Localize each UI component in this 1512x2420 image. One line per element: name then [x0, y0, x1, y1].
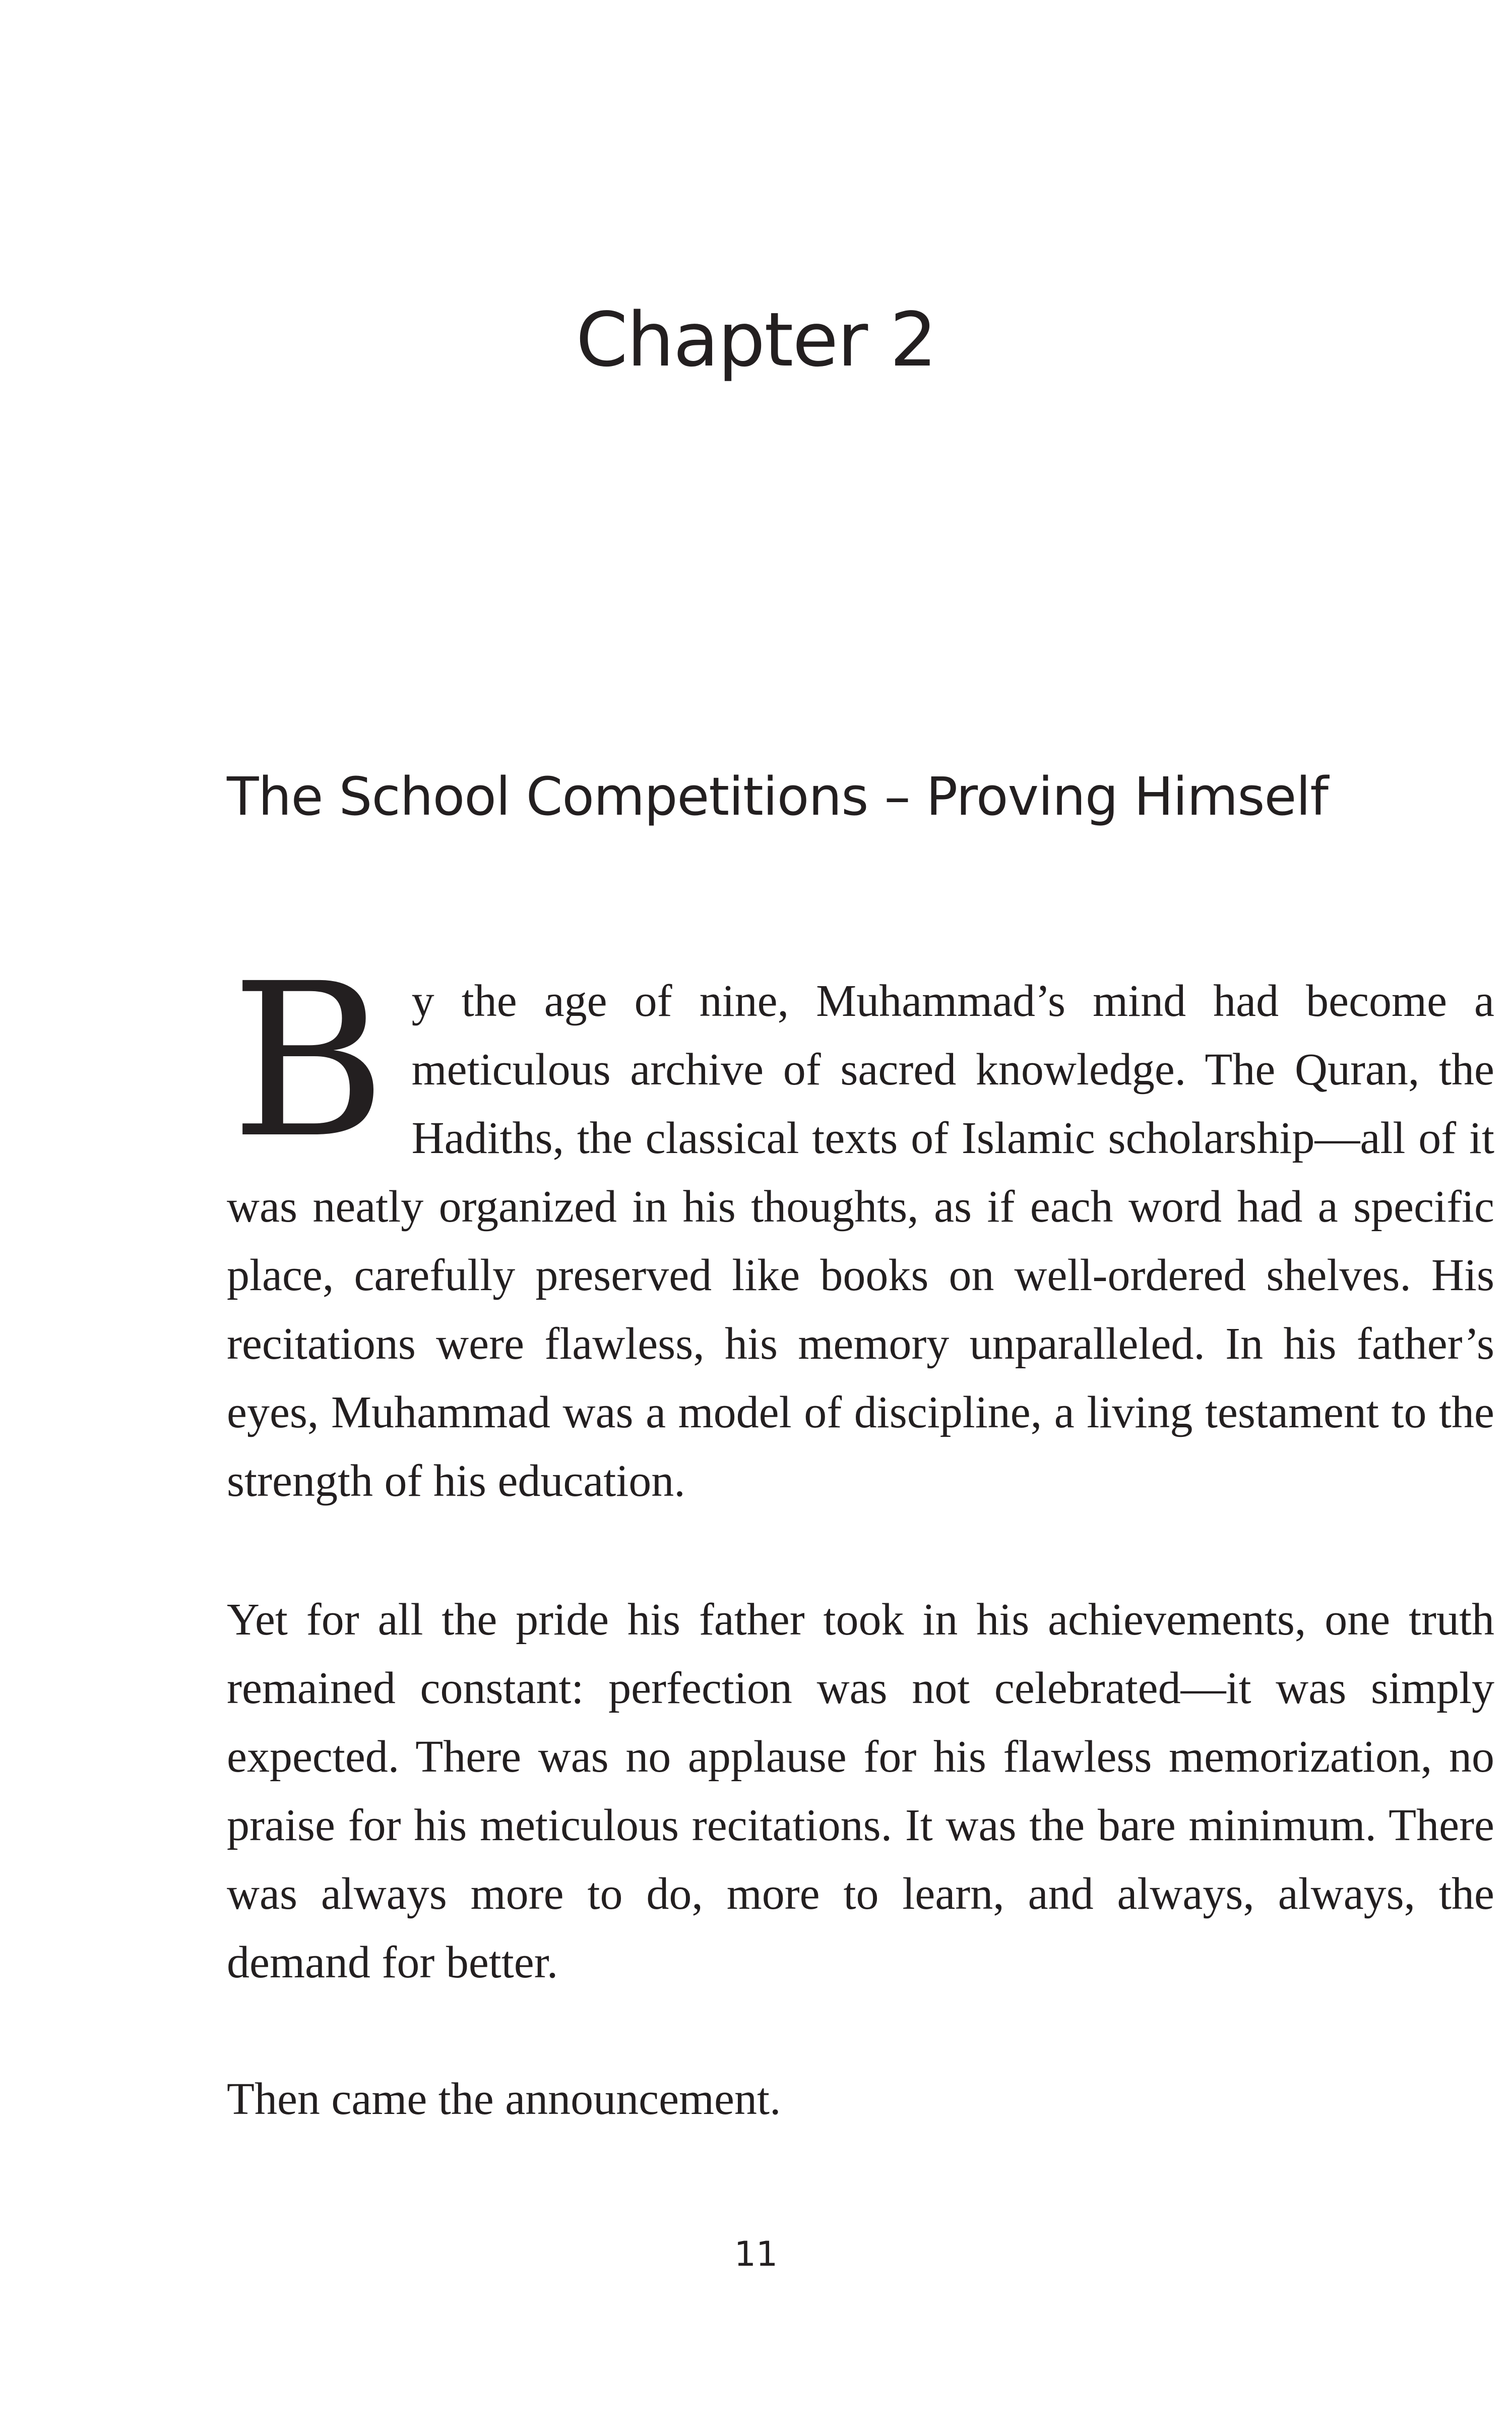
paragraph-1-text: y the age of nine, Muhammad’s mind had become a meticulous archive of sacred knowledge. The Quran, the Hadiths, the classical texts of Islamic scholarship—all of it was neatly organized in his thoughts, as if each word had a specific place, carefully preserved like books on well-ordered shelves. His recitations were flawless, his memory unparalleled. In his father’s eyes, Muhammad was a model of discipline, a living testament to the strength of his education.	[227, 976, 1494, 1506]
page-number: 11	[734, 2234, 778, 2274]
chapter-title: Chapter 2	[576, 296, 936, 383]
drop-cap: B	[231, 938, 387, 1185]
paragraph-2: Yet for all the pride his father took in his achievements, one truth remained constant: perfection was not celebrated—it was simply expected. There was no applause for his flawless memorization, no praise for his meticulous recitations. It was the bare minimum. There was always more to do, more to learn, and always, always, the demand for better.	[227, 1595, 1494, 1987]
paragraph-3: Then came the announcement.	[227, 2074, 781, 2124]
paragraph-1	[227, 938, 1494, 1516]
section-title: The School Competitions – Proving Himself	[227, 766, 1329, 827]
